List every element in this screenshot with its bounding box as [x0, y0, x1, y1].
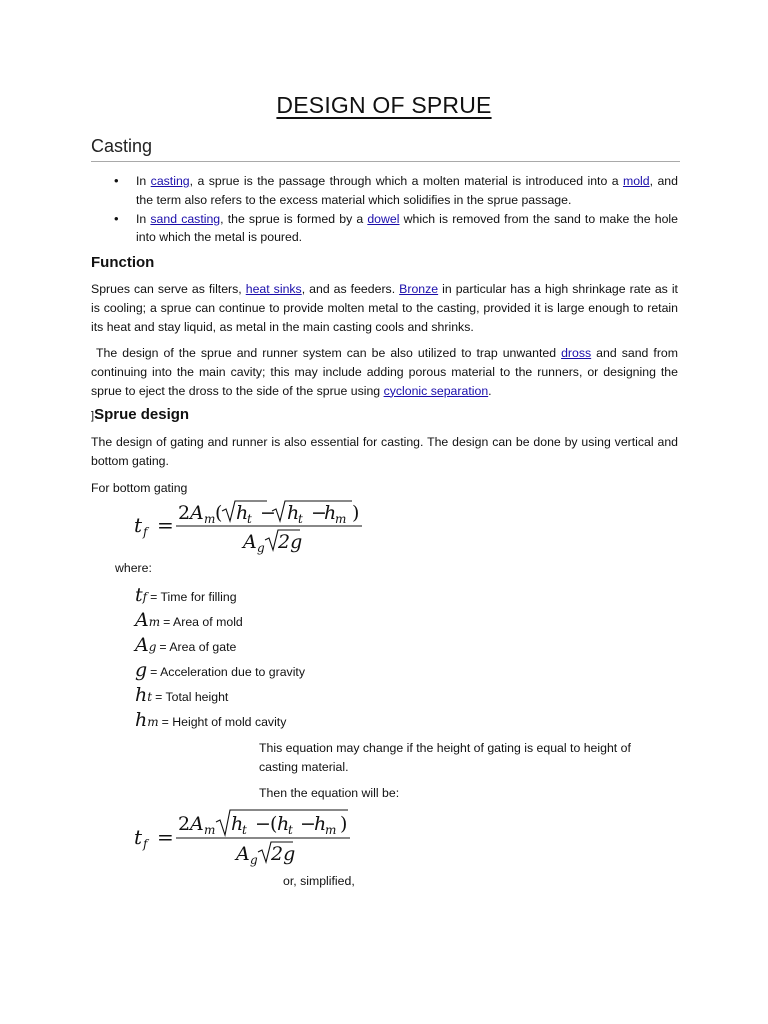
formula-lhs: t	[134, 825, 143, 849]
where-label: where:	[115, 561, 152, 575]
formula-height-sub: m	[325, 823, 337, 837]
formula-height-sub: t	[247, 512, 252, 526]
formula-area-sub: m	[204, 823, 216, 837]
formula-height-sub: t	[298, 512, 303, 526]
formula-coef: 2	[178, 813, 191, 835]
link-dowel[interactable]: dowel	[367, 211, 400, 226]
formula-lhs-sub: f	[143, 837, 148, 851]
then-label: Then the equation will be:	[259, 786, 400, 800]
link-sand-casting[interactable]: sand casting	[150, 211, 221, 226]
definition-total-height: ht = Total height	[135, 684, 229, 706]
formula-minus: −	[260, 502, 276, 524]
definition-area-of-gate: Ag = Area of gate	[135, 634, 237, 656]
formula-lhs-sub: f	[143, 525, 148, 539]
formula-minus: −	[255, 813, 271, 835]
or-simplified-label: or, simplified,	[283, 874, 355, 888]
formula-height-sub: m	[335, 512, 347, 526]
formula-area: A	[190, 813, 204, 835]
formula-gate-area: A	[243, 531, 257, 553]
formula-equals: =	[157, 825, 174, 849]
formula-gate-area-sub: g	[257, 541, 265, 555]
bottom-gating-label: For bottom gating	[91, 481, 188, 495]
section-heading-casting: Casting	[91, 136, 153, 156]
formula-minus: −	[311, 502, 327, 524]
formula-gate-area-sub: g	[250, 853, 258, 867]
link-mold[interactable]: mold	[622, 174, 650, 188]
section-heading-function: Function	[91, 254, 155, 271]
stray-bracket: ]	[91, 410, 95, 422]
casting-bullet-list	[91, 172, 678, 247]
heading-divider	[91, 161, 680, 162]
link-dross[interactable]: dross	[561, 346, 592, 360]
formula-gate-area: A	[236, 843, 250, 865]
definition-mold-cavity-height: hm = Height of mold cavity	[135, 709, 287, 731]
formula-height: h	[236, 502, 249, 524]
formula-lhs: t	[134, 513, 143, 537]
link-casting[interactable]: casting	[150, 174, 190, 188]
formula-height: h	[314, 813, 327, 835]
function-paragraph-2: The design of the sprue and runner system can be also utilized to trap unwanted dross and sand from continuing into the main cavity; this may include adding porous material to the runners, or designing the sprue to eject the dross to the side of the sprue using cyclonic separation.	[91, 346, 682, 398]
formula-height: h	[231, 813, 244, 835]
link-bronze[interactable]: Bronze	[399, 282, 439, 296]
formula-area: A	[190, 502, 204, 524]
formula-height: h	[277, 813, 290, 835]
formula-paren-open: (	[215, 502, 223, 524]
formula-equals: =	[157, 513, 174, 537]
formula-paren-close: )	[352, 502, 360, 524]
formula-coef: 2	[178, 502, 191, 524]
page-title: DESIGN OF SPRUE	[276, 92, 492, 118]
link-cyclonic-separation[interactable]: cyclonic separation	[383, 383, 489, 398]
function-paragraph-1: Sprues can serve as filters, heat sinks, and as feeders. Bronze in particular has a high shrinkage rate as it is cooling; a sprue can continue to provide molten metal to the casting, provided it is large enough to retain its heat and stay liquid, as metal in the main casting cools and shrinks.	[91, 282, 678, 334]
formula-paren-open: (	[270, 813, 278, 835]
formula-2g: 2g	[278, 531, 303, 553]
equation-change-note: This equation may change if the height of gating is equal to height of casting material.	[259, 741, 631, 774]
formula-height-sub: t	[288, 823, 293, 837]
list-item: • In sand casting, the sprue is formed by a dowel which is removed from the sand to make the hole into which the metal is poured.	[91, 210, 678, 248]
definition-gravity: g = Acceleration due to gravity	[135, 659, 305, 681]
formula-height: h	[287, 502, 300, 524]
formula-height: h	[324, 502, 337, 524]
formula-equal-height	[130, 806, 370, 868]
sprue-design-paragraph: The design of gating and runner is also essential for casting. The design can be done by using vertical and bottom gating.	[91, 435, 678, 468]
formula-height-sub: t	[242, 823, 247, 837]
link-heat-sinks[interactable]: heat sinks	[245, 282, 302, 296]
definition-area-of-mold: Am = Area of mold	[135, 609, 243, 631]
list-item: • In casting, a sprue is the passage through which a molten material is introduced into a mold, and the term also refers to the excess material which solidifies in the sprue passage.	[91, 172, 678, 210]
formula-minus: −	[300, 813, 316, 835]
formula-bottom-gating	[130, 498, 370, 558]
formula-area-sub: m	[204, 512, 216, 526]
section-heading-sprue-design: ]Sprue design	[91, 406, 190, 423]
formula-2g: 2g	[271, 843, 296, 865]
formula-paren-close: )	[340, 813, 348, 835]
definition-time-for-filling: tf = Time for filling	[135, 584, 237, 606]
